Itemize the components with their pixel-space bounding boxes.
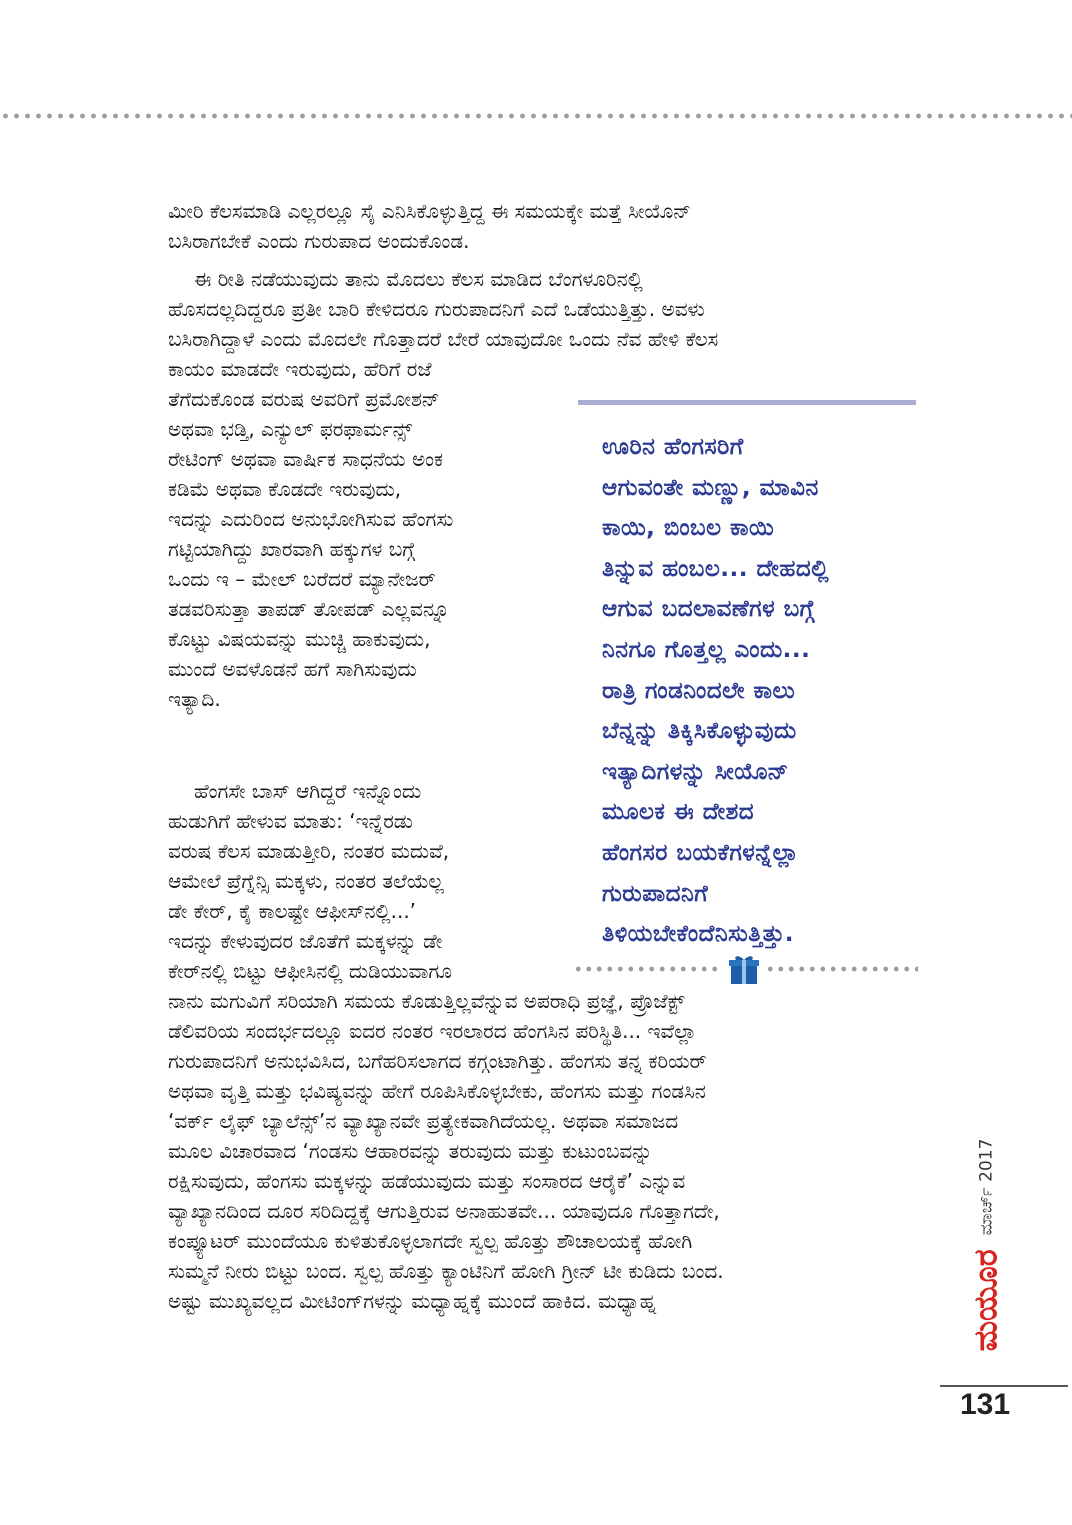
magazine-masthead <box>967 1139 1006 1352</box>
pull-quote-line: ಗುರುಪಾದನಿಗೆ <box>602 880 709 907</box>
text-line: ಗುರುಪಾದನಿಗೆ ಅನುಭವಿಸಿದ, ಬಗೆಹರಿಸಲಾಗದ ಕಗ್ಗಂಟಾಗಿತ್ತು. ಹೆಂಗಸು ತನ್ನ ಕರಿಯರ್ <box>168 1049 707 1073</box>
text-line: ಈ ರೀತಿ ನಡೆಯುವುದು ತಾನು ಮೊದಲು ಕೆಲಸ ಮಾಡಿದ ಬೆಂಗಳೂರಿನಲ್ಲಿ <box>194 267 643 291</box>
text-line: ವ್ಯಾಖ್ಯಾನದಿಂದ ದೂರ ಸರಿದಿದ್ದಕ್ಕೆ ಆಗುತ್ತಿರುವ ಅನಾಹುತವೇ... ಯಾವುದೂ ಗೊತ್ತಾಗದೇ, <box>168 1199 720 1223</box>
text-line: ಕಡಿಮೆ ಅಥವಾ ಕೊಡದೇ ಇರುವುದು, <box>168 477 402 501</box>
text-line: ಹುಡುಗಿಗೆ ಹೇಳುವ ಮಾತು: ‘ಇನ್ನೆರಡು <box>168 809 413 833</box>
text-line: ತಡವರಿಸುತ್ತಾ ತಾಪಡ್ ತೋಪಡ್ ಎಲ್ಲವನ್ನೂ <box>168 597 450 621</box>
dotted-rule-left <box>573 965 723 973</box>
text-line: ಕಾಯಂ ಮಾಡದೇ ಇರುವುದು, ಹೆರಿಗೆ ರಜೆ <box>168 357 432 381</box>
pull-quote-line: ತಿನ್ನುವ ಹಂಬಲ... ದೇಹದಲ್ಲಿ <box>602 555 830 582</box>
text-line: ಮುಂದೆ ಅವಳೊಡನೆ ಹಗೆ ಸಾಗಿಸುವುದು <box>168 657 417 681</box>
magazine-name: ಮಯೂರ <box>966 1249 1005 1352</box>
text-line: ಹೆಂಗಸೇ ಬಾಸ್ ಆಗಿದ್ದರೆ ಇನ್ನೊಂದು <box>194 779 422 803</box>
dotted-rule-right <box>765 965 918 973</box>
text-line: ಬಸಿರಾಗಬೇಕೆ ಎಂದು ಗುರುಪಾದ ಅಂದುಕೊಂಡ. <box>168 229 470 253</box>
page-number: 131 <box>960 1388 1011 1421</box>
pull-quote-text <box>602 427 916 955</box>
pull-quote-line: ನಿನಗೂ ಗೊತ್ತಲ್ಲ ಎಂದು... <box>602 636 811 663</box>
pull-quote-bottom-rule <box>573 954 918 984</box>
text-line: ಡೇ ಕೇರ್, ಕೈ ಕಾಲಷ್ಟೇ ಆಫೀಸ್‌ನಲ್ಲಿ...’ <box>168 899 417 923</box>
text-line: ಅಥವಾ ವೃತ್ತಿ ಮತ್ತು ಭವಿಷ್ಯವನ್ನು ಹೇಗೆ ರೂಪಿಸಿಕೊಳ್ಳಬೇಕು, ಹೆಂಗಸು ಮತ್ತು ಗಂಡಸಿನ <box>168 1079 706 1103</box>
text-line: ಇದನ್ನು ಕೇಳುವುದರ ಜೊತೆಗೆ ಮಕ್ಕಳನ್ನು ಡೇ <box>168 929 443 953</box>
text-line: ವರುಷ ಕೆಲಸ ಮಾಡುತ್ತೀರಿ, ನಂತರ ಮದುವೆ, <box>168 839 450 863</box>
pull-quote <box>578 400 916 955</box>
pull-quote-line: ರಾತ್ರಿ ಗಂಡನಿಂದಲೇ ಕಾಲು <box>602 677 796 704</box>
pull-quote-line: ತಿಳಿಯಬೇಕೆಂದೆನಿಸುತ್ತಿತ್ತು. <box>602 921 795 948</box>
pull-quote-line: ಮೂಲಕ ಈ ದೇಶದ <box>602 799 755 826</box>
gift-icon <box>727 954 761 984</box>
text-line: ಕೇರ್‌ನಲ್ಲಿ ಬಿಟ್ಟು ಆಫೀಸಿನಲ್ಲಿ ದುಡಿಯುವಾಗೂ <box>168 959 453 983</box>
text-line: ಬಸಿರಾಗಿದ್ದಾಳೆ ಎಂದು ಮೊದಲೇ ಗೊತ್ತಾದರೆ ಬೇರೆ ಯಾವುದೋ ಒಂದು ನೆವ ಹೇಳಿ ಕೆಲಸ <box>168 327 719 351</box>
text-line: ಅಷ್ಟು ಮುಖ್ಯವಲ್ಲದ ಮೀಟಿಂಗ್‌ಗಳನ್ನು ಮಧ್ಯಾಹ್ನಕ್ಕೆ ಮುಂದೆ ಹಾಕಿದ. ಮಧ್ಯಾಹ್ನ <box>168 1289 657 1313</box>
pull-quote-line: ಆಗುವಂತೇ ಮಣ್ಣು, ಮಾವಿನ <box>602 474 819 501</box>
text-line: ಮೂಲ ವಿಚಾರವಾದ ‘ಗಂಡಸು ಆಹಾರವನ್ನು ತರುವುದು ಮತ್ತು ಕುಟುಂಬವನ್ನು <box>168 1139 653 1163</box>
text-line: ಆಮೇಲೆ ಪ್ರೆಗ್ನೆನ್ಸಿ ಮಕ್ಕಳು, ನಂತರ ತಲೆಯೆಲ್ಲ <box>168 869 444 893</box>
text-line: ಕಂಪ್ಯೂಟರ್ ಮುಂದೆಯೂ ಕುಳಿತುಕೊಳ್ಳಲಾಗದೇ ಸ್ವಲ್ಪ ಹೊತ್ತು ಶೌಚಾಲಯಕ್ಕೆ ಹೋಗಿ <box>168 1229 693 1253</box>
text-line: ಮೀರಿ ಕೆಲಸಮಾಡಿ ಎಲ್ಲರಲ್ಲೂ ಸೈ ಎನಿಸಿಕೊಳ್ಳುತ್ತಿದ್ದ ಈ ಸಮಯಕ್ಕೇ ಮತ್ತೆ ಸೀಯೊನ್ <box>168 199 691 223</box>
pull-quote-line: ಆಗುವ ಬದಲಾವಣೆಗಳ ಬಗ್ಗೆ <box>602 596 815 623</box>
footer-rule <box>940 1385 1068 1387</box>
text-line: ‘ವರ್ಕ್ ಲೈಫ್ ಬ್ಯಾಲೆನ್ಸ್’ನ ವ್ಯಾಖ್ಯಾನವೇ ಪ್ರತ್ಯೇಕವಾಗಿದೆಯಲ್ಲ. ಅಥವಾ ಸಮಾಜದ <box>168 1109 679 1133</box>
text-line: ನಾನು ಮಗುವಿಗೆ ಸರಿಯಾಗಿ ಸಮಯ ಕೊಡುತ್ತಿಲ್ಲವೆನ್ನುವ ಅಪರಾಧಿ ಪ್ರಜ್ಞೆ, ಪ್ರೊಜೆಕ್ಟ್ <box>168 989 685 1013</box>
pull-quote-line: ಇತ್ಯಾದಿಗಳನ್ನು ಸೀಯೊನ್ <box>602 758 789 785</box>
text-line: ಅಥವಾ ಭಡ್ತಿ, ಎನ್ಯುಲ್ ಫರಫಾರ್ಮನ್ಸ್ <box>168 417 413 441</box>
text-line: ಡೆಲಿವರಿಯ ಸಂದರ್ಭದಲ್ಲೂ ಐದರ ನಂತರ ಇರಲಾರದ ಹೆಂಗಸಿನ ಪರಿಸ್ಥಿತಿ... ಇವೆಲ್ಲಾ <box>168 1019 697 1043</box>
pull-quote-line: ಬೆನ್ನನ್ನು ತಿಕ್ಕಿಸಿಕೊಳ್ಳುವುದು <box>602 718 797 745</box>
text-line: ತೆಗೆದುಕೊಂಡ ವರುಷ ಅವರಿಗೆ ಪ್ರಮೋಶನ್ <box>168 387 440 411</box>
text-line: ಇದನ್ನು ಎದುರಿಂದ ಅನುಭೋಗಿಸುವ ಹೆಂಗಸು <box>168 507 454 531</box>
article-paragraph-1 <box>168 196 691 256</box>
text-line: ಒಂದು ಇ – ಮೇಲ್ ಬರೆದರೆ ಮ್ಯಾನೇಜರ್ <box>168 567 436 591</box>
text-line: ಗಟ್ಟಿಯಾಗಿದ್ದು ಖಾರವಾಗಿ ಹಕ್ಕುಗಳ ಬಗ್ಗೆ <box>168 537 416 561</box>
text-line: ಕೊಟ್ಟು ವಿಷಯವನ್ನು ಮುಚ್ಚಿ ಹಾಕುವುದು, <box>168 627 431 651</box>
pull-quote-line: ಕಾಯಿ, ಬಿಂಬಲ ಕಾಯಿ <box>602 515 775 542</box>
issue-date: ಮಾರ್ಚ್ 2017 <box>976 1138 996 1236</box>
text-line: ರಕ್ಷಿಸುವುದು, ಹೆಂಗಸು ಮಕ್ಕಳನ್ನು ಹಡೆಯುವುದು ಮತ್ತು ಸಂಸಾರದ ಆರೈಕೆ’ ಎನ್ನುವ <box>168 1169 686 1193</box>
pull-quote-line: ಊರಿನ ಹೆಂಗಸರಿಗೆ <box>602 434 744 460</box>
pull-quote-top-rule <box>578 400 916 405</box>
text-line: ಹೊಸದಲ್ಲದಿದ್ದರೂ ಪ್ರತೀ ಬಾರಿ ಕೇಳಿದರೂ ಗುರುಪಾದನಿಗೆ ಎದೆ ಒಡೆಯುತ್ತಿತ್ತು. ಅವಳು <box>168 297 705 321</box>
text-line: ಸುಮ್ಮನೆ ನೀರು ಬಿಟ್ಟು ಬಂದ. ಸ್ವಲ್ಪ ಹೊತ್ತು ಕ್ಯಾಂಟಿನಿಗೆ ಹೋಗಿ ಗ್ರೀನ್ ಟೀ ಕುಡಿದು ಬಂದ. <box>168 1259 724 1283</box>
pull-quote-line: ಹೆಂಗಸರ ಬಯಕೆಗಳನ್ನೆಲ್ಲಾ <box>602 839 799 866</box>
text-line: ಇತ್ಯಾದಿ. <box>168 687 221 711</box>
top-dotted-rule <box>0 112 1072 120</box>
text-line: ರೇಟಿಂಗ್ ಅಥವಾ ವಾರ್ಷಿಕ ಸಾಧನೆಯ ಅಂಕ <box>168 447 443 471</box>
